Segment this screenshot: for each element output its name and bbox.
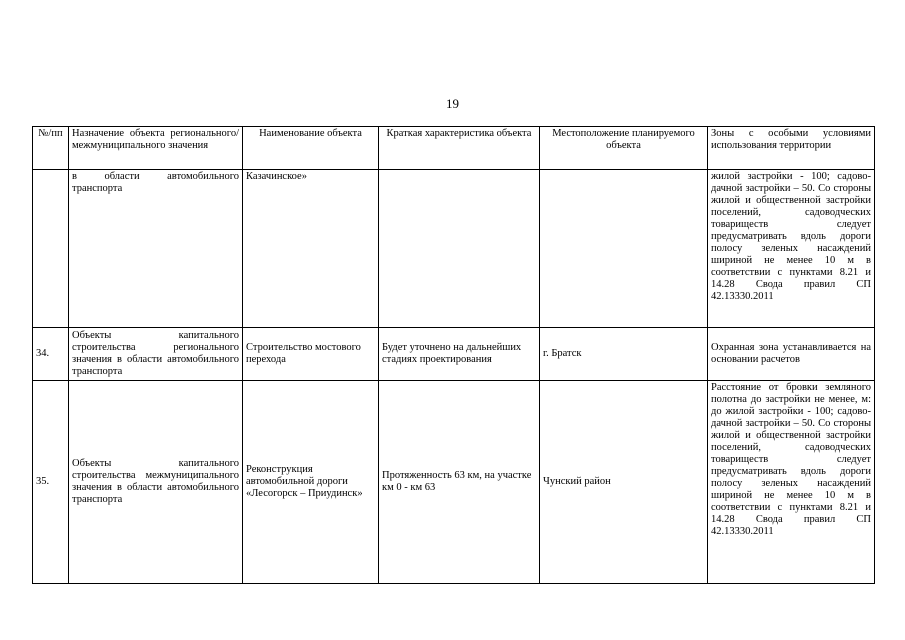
- header-location: Местоположение планируемого объекта: [540, 127, 708, 170]
- cell-characteristic: Протяженность 63 км, на участке км 0 - км 63: [379, 381, 540, 584]
- header-name: Наименование объекта: [243, 127, 379, 170]
- header-characteristic: Краткая характеристика объекта: [379, 127, 540, 170]
- table-row: [33, 170, 875, 328]
- cell-zones: Охранная зона устанавливается на основании расчетов: [708, 328, 875, 381]
- header-purpose: Назначение объекта регионального/ межмуниципального значения: [69, 127, 243, 170]
- cell-name: Казачинское»: [243, 170, 379, 328]
- cell-location: [540, 170, 708, 328]
- cell-zones: Расстояние от бровки земляного полотна до застройки не менее, м: до жилой застройки - 100; садово-дачной застройки – 50. Со стороны жилой и общественной застройки поселений, садоводческих товариществ следует предусматривать вдоль дороги полосу зеленых насаждений шириной не менее 10 м в соответствии с пунктами 8.21 и 14.28 Свода правил СП 42.13330.2011: [708, 381, 875, 584]
- table-row: [33, 328, 875, 381]
- cell-number: [33, 170, 69, 328]
- cell-number: 35.: [33, 381, 69, 584]
- table-row: [33, 381, 875, 584]
- cell-characteristic: Будет уточнено на дальнейших стадиях проектирования: [379, 328, 540, 381]
- cell-location: г. Братск: [540, 328, 708, 381]
- cell-number: 34.: [33, 328, 69, 381]
- cell-purpose: Объекты капитального строительства регионального значения в области автомобильного транспорта: [69, 328, 243, 381]
- cell-location: Чунский район: [540, 381, 708, 584]
- table-header-row: [33, 127, 875, 170]
- cell-purpose: Объекты капитального строительства межмуниципального значения в области автомобильного транспорта: [69, 381, 243, 584]
- cell-name: Строительство мостового перехода: [243, 328, 379, 381]
- header-zones: Зоны с особыми условиями использования территории: [708, 127, 875, 170]
- page-number: 19: [446, 96, 459, 111]
- header-number: №/пп: [33, 127, 69, 170]
- cell-purpose: в области автомобильного транспорта: [69, 170, 243, 328]
- objects-table: [32, 126, 875, 584]
- cell-characteristic: [379, 170, 540, 328]
- cell-name: Реконструкция автомобильной дороги «Лесогорск – Приудинск»: [243, 381, 379, 584]
- cell-zones: жилой застройки - 100; садово-дачной застройки – 50. Со стороны жилой и общественной застройки поселений, садоводческих товариществ следует предусматривать вдоль дороги полосу зеленых насаждений шириной не менее 10 м в соответствии с пунктами 8.21 и 14.28 Свода правил СП 42.13330.2011: [708, 170, 875, 328]
